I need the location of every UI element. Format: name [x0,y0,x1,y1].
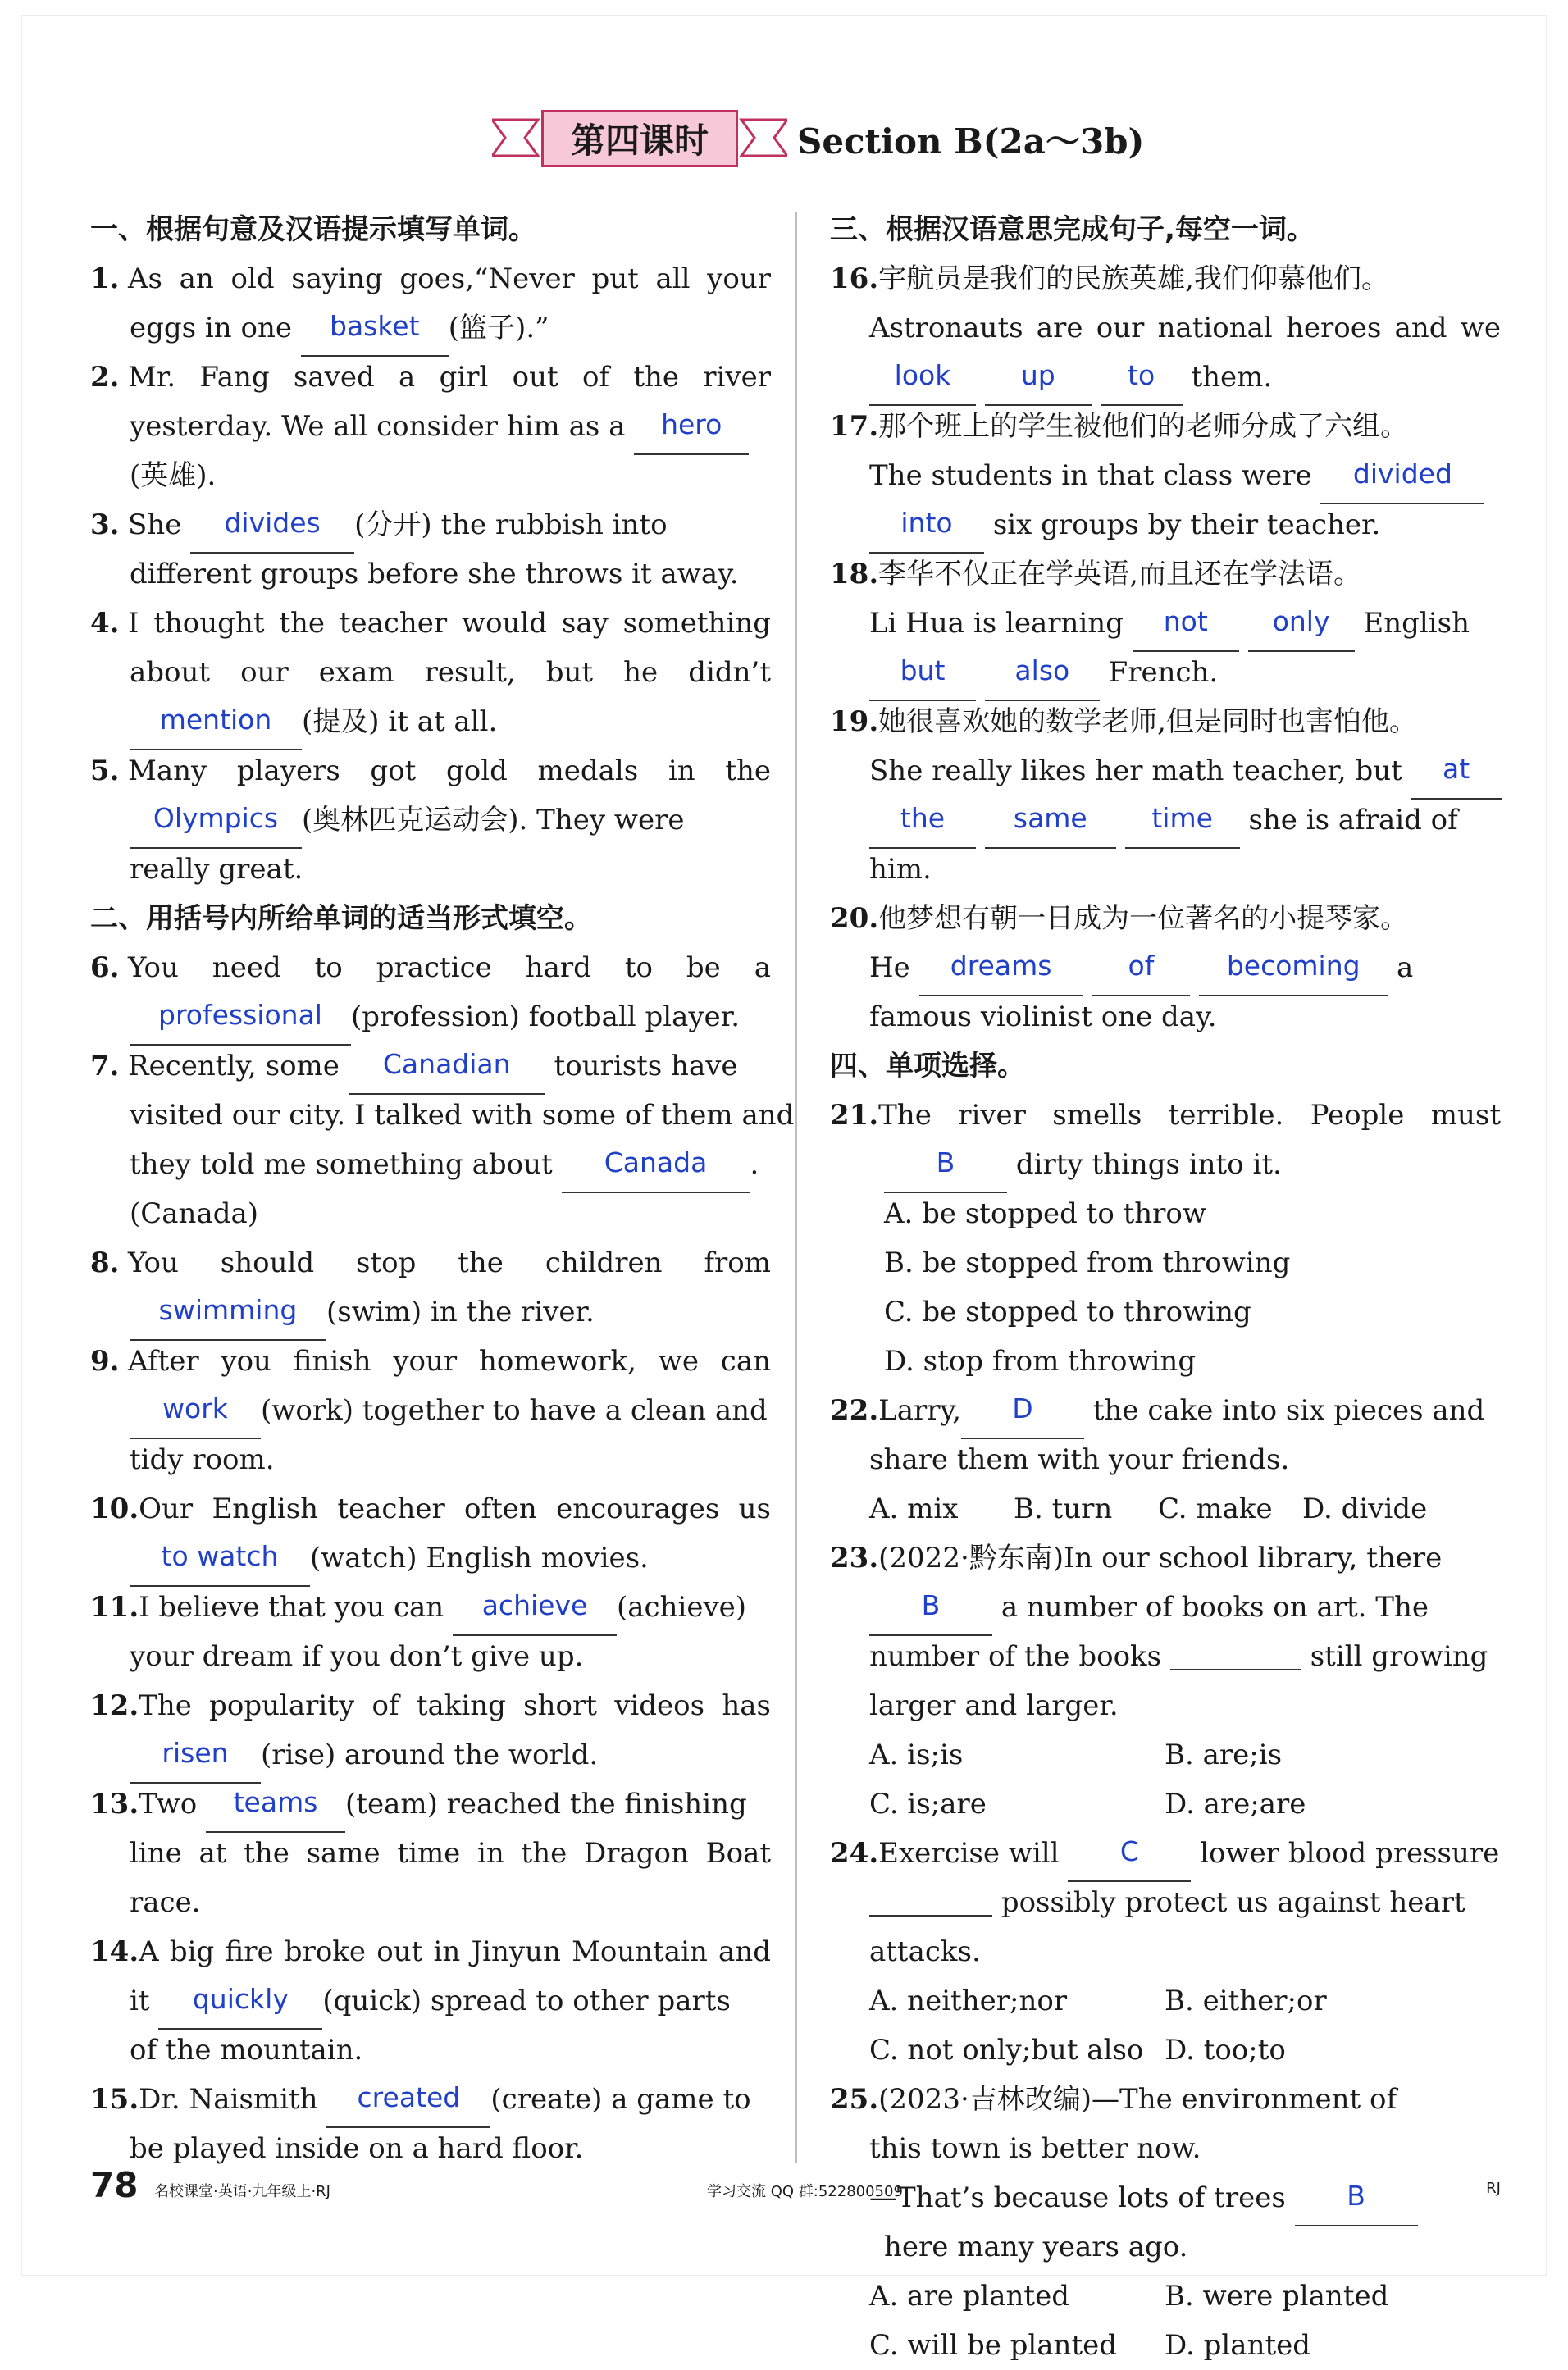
answer-blank-21[interactable]: B [884,1155,1007,1193]
left-column: 一、根据句意及汉语提示填写单词。 1. As an old saying goes,“Never put all your eggs in one basket (篮子).” 2. Mr. Fang saved a girl out of the river yesterday. We all consider him as a hero (英雄). 3. She divides (分开) the rubbish into different groups before she throws it away. 4. I thought the teacher would say something about our exam result, but he didn’t mention (提及) it at all. 5. Many players got gold medals in the Olympics (奥林匹克运动会). They were really great. 二、用括号内所给单词的适当形式填空。 6. You need to practice hard to be a professional (profession) football player. 7. Recently, some Canadian tourists have visited our city. I talked with some of them and they told me something about Canada . (Canada) 8. You should stop the children from swimming (swim) in the river. 9. After you finish your homework, we can work (work) together to have a clean and tidy room. 10.Our English teacher often encourages us to watch (watch) English movies. 11.I believe that you can achieve (achieve) your dream if you don’t give up. 12.The popularity of taking short videos has risen (rise) around the world. 13.Two teams (team) reached the finishing line at the same time in the Dragon Boat race. 14.A big fire broke out in Jinyun Mountain and it quickly (quick) spread to other parts of the mountain. 15.Dr. Naismith created (create) a game to be played inside on a hard floor. [90,205,771,2173]
question-21: 21.The river smells terrible. People must [830,1099,1501,1132]
answer-blank-16c[interactable]: to [1101,368,1183,406]
answer-blank-15[interactable]: created [326,2090,490,2128]
answer-blank-20c[interactable]: becoming [1199,959,1388,996]
question-14: 14.A big fire broke out in Jinyun Mountain and [90,1935,771,1968]
question-25: 25.(2023·吉林改编)—The environment of [830,2083,1397,2116]
answer-blank-23b[interactable] [1170,1633,1301,1670]
question-11: 11.I believe that you can achieve (achieve) [90,1583,771,1632]
answer-blank-13[interactable]: teams [206,1795,345,1833]
answer-blank-8[interactable]: swimming [130,1303,326,1341]
question-6: 6. You need to practice hard to be a [90,951,771,984]
option-21-d[interactable]: D. stop from throwing [884,1345,1197,1378]
question-12: 12.The popularity of taking short videos has [90,1689,771,1722]
answer-blank-3[interactable]: divides [190,516,354,554]
answer-blank-19b[interactable]: the [869,811,976,849]
question-4: 4. I thought the teacher would say something [90,607,771,640]
question-23: 23.(2022·黔东南)In our school library, there [830,1542,1443,1575]
question-9: 9. After you finish your homework, we can [90,1345,771,1378]
answer-blank-22[interactable]: D [961,1401,1084,1439]
answer-blank-17a[interactable]: divided [1320,467,1484,504]
answer-blank-20b[interactable]: of [1092,959,1190,996]
option-24-c[interactable]: C. not only;but also [869,2034,1144,2067]
answer-blank-18b[interactable]: only [1248,614,1355,652]
ribbon-right-icon [738,113,787,162]
answer-blank-25[interactable]: B [1295,2189,1418,2226]
section-heading-2: 二、用括号内所给单词的适当形式填空。 [90,902,592,935]
answer-blank-18d[interactable]: also [985,663,1100,701]
question-3: 3. She divides (分开) the rubbish into [90,500,771,549]
option-22-a[interactable]: A. mix [869,1493,959,1525]
question-20: 20.他梦想有朝一日成为一位著名的小提琴家。 [830,902,1409,935]
qq-group: 学习交流 QQ 群:522800509 [707,2183,903,2200]
lesson-header [492,107,1145,172]
answer-blank-24a[interactable]: C [1068,1844,1191,1882]
option-24-a[interactable]: A. neither;nor [869,1985,1068,2017]
question-7: 7. Recently, some Canadian tourists have [90,1041,771,1091]
answer-blank-20a[interactable]: dreams [919,959,1083,996]
answer-blank-19a[interactable]: at [1411,762,1502,800]
question-19: 19.她很喜欢她的数学老师,但是同时也害怕他。 [830,705,1417,738]
answer-blank-5[interactable]: Olympics [130,811,302,849]
answer-blank-11[interactable]: achieve [453,1598,617,1636]
answer-blank-7a[interactable]: Canadian [349,1057,545,1095]
option-21-a[interactable]: A. be stopped to throw [884,1197,1206,1230]
option-25-a[interactable]: A. are planted [869,2280,1069,2313]
answer-blank-4[interactable]: mention [130,713,302,750]
option-23-b[interactable]: B. are;is [1165,1739,1283,1771]
question-1: 1. As an old saying goes,“Never put all your [90,262,771,295]
option-23-c[interactable]: C. is;are [869,1788,987,1821]
answer-blank-24b[interactable] [869,1879,992,1917]
option-25-c[interactable]: C. will be planted [869,2329,1117,2362]
answer-blank-6[interactable]: professional [130,1008,351,1046]
answer-blank-1[interactable]: basket [301,319,449,357]
section-heading-1: 一、根据句意及汉语提示填写单词。 [90,213,536,246]
section-heading-4: 四、单项选择。 [830,1050,1025,1082]
option-21-c[interactable]: C. be stopped to throwing [884,1296,1251,1329]
answer-blank-2[interactable]: hero [634,417,749,455]
question-24: 24.Exercise will C lower blood pressure [830,1829,1501,1878]
question-18: 18.李华不仅正在学英语,而且还在学法语。 [830,558,1361,590]
answer-blank-19d[interactable]: time [1125,811,1240,849]
option-25-d[interactable]: D. planted [1165,2329,1311,2362]
answer-blank-7b[interactable]: Canada [562,1155,750,1193]
question-8: 8. You should stop the children from [90,1247,771,1279]
answer-blank-16b[interactable]: up [985,368,1092,406]
column-divider [795,212,797,2163]
page-footer [90,2165,1501,2214]
question-2: 2. Mr. Fang saved a girl out of the river [90,361,771,394]
question-22: 22.Larry, D the cake into six pieces and [830,1386,1501,1435]
option-24-d[interactable]: D. too;to [1165,2034,1286,2067]
answer-blank-16a[interactable]: look [869,368,976,406]
answer-blank-18c[interactable]: but [869,663,976,701]
right-column: 三、根据汉语意思完成句子,每空一词。 16.宇航员是我们的民族英雄,我们仰慕他们。 Astronauts are our national heroes and we look up to them. 17.那个班上的学生被他们的老师分成了六组。 The students in that class were divided into six groups by their teacher. 18.李华不仅正在学英语,而且还在学法语。 Li Hua is learning not only English but also French. 19.她很喜欢她的数学老师,但是同时也害怕他。 She really likes her math teacher, but at the same time she is afraid of him. 20.他梦想有朝一日成为一位著名的小提琴家。 He dreams of becoming a famous violinist one day. 四、单项选择。 21.The river smells terrible. People must B dirty things into it. A. be stopped to throw B. be stopped from throwing C. be stopped to throwing D. stop from throwing 22.Larry, D the cake into six pieces and share them with your friends. A. mix B. turn C. make D. divide 23.(2022·黔东南)In our school library, there B a number of books on art. The number of the books still growing larger and larger. A. is;is B. are;is C. is;are D. are;are 24.Exercise will C lower blood pressure possibly protect us against heart attacks. A. neither;nor B. either;or C. not only;but also D. too;to 25.(2023·吉林改编)—The environment of this town is better now. —That’s because lots of trees B here many years ago. A. are planted B. were planted C. will be planted D. planted [830,205,1501,2370]
question-17: 17.那个班上的学生被他们的老师分成了六组。 [830,410,1409,443]
question-10: 10.Our English teacher often encourages us [90,1493,771,1525]
option-21-b[interactable]: B. be stopped from throwing [884,1247,1291,1279]
answer-blank-19c[interactable]: same [985,811,1116,849]
section-title: Section B(2a～3b) [797,121,1145,162]
answer-blank-23a[interactable]: B [869,1598,992,1636]
option-23-a[interactable]: A. is;is [869,1739,964,1771]
page-number: 78 [90,2165,139,2205]
lesson-title: 第四课时 [541,110,738,167]
edition-code: RJ [1486,2180,1501,2197]
section-heading-3: 三、根据汉语意思完成句子,每空一词。 [830,213,1315,246]
answer-blank-17b[interactable]: into [869,516,984,554]
option-22-d[interactable]: D. divide [1302,1493,1428,1525]
book-title: 名校课堂·英语·九年级上·RJ [154,2183,330,2200]
answer-blank-10[interactable]: to watch [130,1549,310,1587]
question-16: 16.宇航员是我们的民族英雄,我们仰慕他们。 [830,262,1389,295]
question-5: 5. Many players got gold medals in the [90,754,771,787]
answer-blank-18a[interactable]: not [1133,614,1239,652]
ribbon-left-icon [492,113,541,162]
question-15: 15.Dr. Naismith created (create) a game to [90,2075,771,2124]
question-13: 13.Two teams (team) reached the finishing [90,1780,771,1829]
answer-blank-14[interactable]: quickly [158,1992,322,2030]
answer-blank-12[interactable]: risen [130,1746,261,1784]
option-25-b[interactable]: B. were planted [1165,2280,1389,2313]
option-23-d[interactable]: D. are;are [1165,1788,1306,1821]
option-24-b[interactable]: B. either;or [1165,1985,1327,2017]
option-22-b[interactable]: B. turn [1014,1493,1113,1525]
option-22-c[interactable]: C. make [1158,1493,1273,1525]
answer-blank-9[interactable]: work [130,1401,261,1439]
